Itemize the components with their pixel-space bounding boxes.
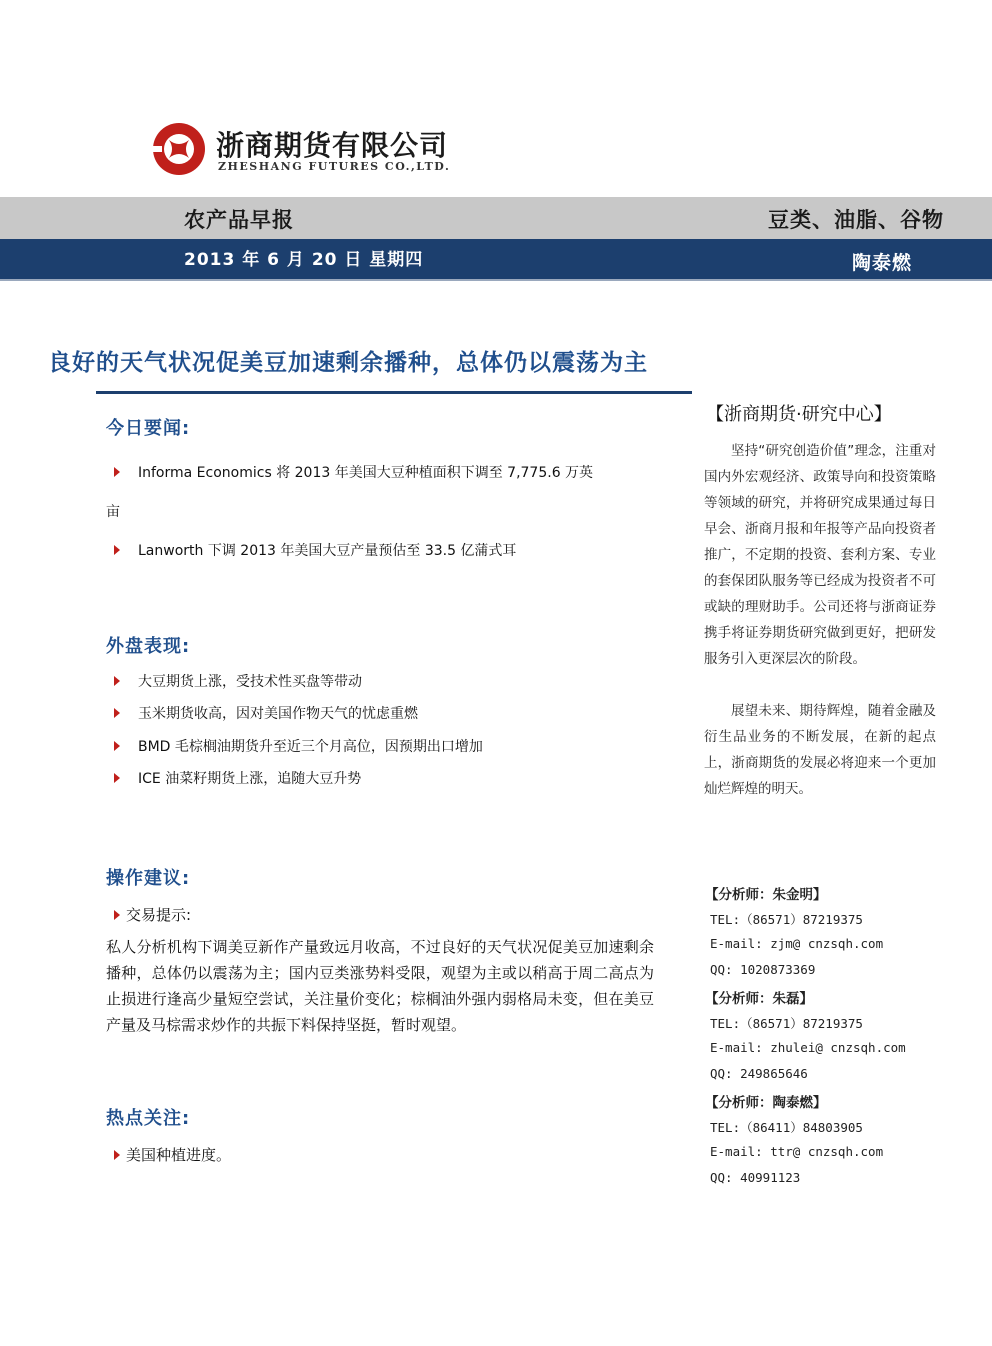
bullet-arrow-icon [114,676,120,686]
report-type: 农产品早报 [184,208,294,232]
list-item: Informa Economics 将 2013 年美国大豆种植面积下调至 7,775.6 万英 [114,462,593,482]
section-title-news: 今日要闻: [106,418,191,439]
list-item: BMD 毛棕榈油期货升至近三个月高位，因预期出口增加 [114,736,483,756]
research-center-outlook: 展望未来、期待辉煌，随着金融及衍生品业务的不断发展，在新的起点上，浙商期货的发展必将迎来一个更加灿烂辉煌的明天。 [704,703,936,797]
list-item-continuation: 亩 [106,504,120,520]
analyst-tel: TEL:（86571）87219375 [710,1016,863,1031]
section-title-hot: 热点关注: [106,1108,191,1129]
analyst-email[interactable]: E-mail: zhulei@ cnzsqh.com [710,1040,906,1055]
bullet-arrow-icon [114,545,120,555]
page-title: 良好的天气状况促美豆加速剩余播种，总体仍以震荡为主 [48,350,648,376]
analyst-email[interactable]: E-mail: ttr@ cnzsqh.com [710,1144,884,1159]
section-title-external: 外盘表现: [106,636,191,657]
company-logo-icon [152,122,206,176]
report-date: 2013 年 6 月 20 日 星期四 [184,250,424,270]
report-author: 陶泰燃 [851,252,912,274]
list-item: 大豆期货上涨，受技术性买盘等带动 [114,671,362,691]
analyst-tel: TEL:（86411）84803905 [710,1120,863,1135]
section-title-advice: 操作建议: [106,868,191,889]
list-item: Lanworth 下调 2013 年美国大豆产量预估至 33.5 亿蒲式耳 [114,540,516,560]
analyst-qq: QQ: 249865646 [710,1066,808,1081]
analyst-qq: QQ: 40991123 [710,1170,801,1185]
analyst-name: 【分析师：陶泰燃】 [705,1095,827,1111]
analyst-qq: QQ: 1020873369 [710,962,816,977]
bullet-arrow-icon [114,467,120,477]
report-sectors: 豆类、油脂、谷物 [768,208,944,232]
bullet-arrow-icon [114,708,120,718]
list-item: ICE 油菜籽期货上涨，追随大豆升势 [114,768,361,788]
analyst-email[interactable]: E-mail: zjm@ cnzsqh.com [710,936,884,951]
company-name-en: ZHESHANG FUTURES CO.,LTD. [218,160,451,173]
bullet-arrow-icon [114,910,120,920]
header-divider [0,279,992,281]
research-center-intro: 坚持“研究创造价值”理念，注重对国内外宏观经济、政策导向和投资策略等领域的研究，并将研究成果通过每日早会、浙商月报和年报等产品向投资者推广，不定期的投资、套利方案、专业的套保团队服务等已经成为投资者不可或缺的理财助手。公司还将与浙商证券携手将证券期货研究做到更好，把研发服务引入更深层次的阶段。 [704,443,936,667]
analyst-tel: TEL:（86571）87219375 [710,912,863,927]
bullet-arrow-icon [114,1150,120,1160]
advice-paragraph: 私人分析机构下调美豆新作产量致远月收高，不过良好的天气状况促美豆加速剩余播种，总体仍以震荡为主；国内豆类涨势料受限，观望为主或以稍高于周二高点为止损进行逢高少量短空尝试，关注量价变化；棕榈油外强内弱格局未变，但在美豆产量及马棕需求炒作的共振下料保持坚挺，暂时观望。 [106,938,654,1034]
analyst-name: 【分析师：朱金明】 [705,887,827,903]
header-band-navy [0,239,992,279]
title-underline [96,391,692,394]
bullet-arrow-icon [114,741,120,751]
list-item: 玉米期货收高，因对美国作物天气的忧虑重燃 [114,703,418,723]
list-item: 美国种植进度。 [114,1144,231,1165]
trade-tip-label: 交易提示: [114,904,191,925]
research-center-heading: 【浙商期货·研究中心】 [706,404,892,425]
company-name-cn: 浙商期货有限公司 [216,129,449,162]
bullet-arrow-icon [114,773,120,783]
company-logo [152,122,451,182]
analyst-name: 【分析师：朱磊】 [705,991,813,1007]
